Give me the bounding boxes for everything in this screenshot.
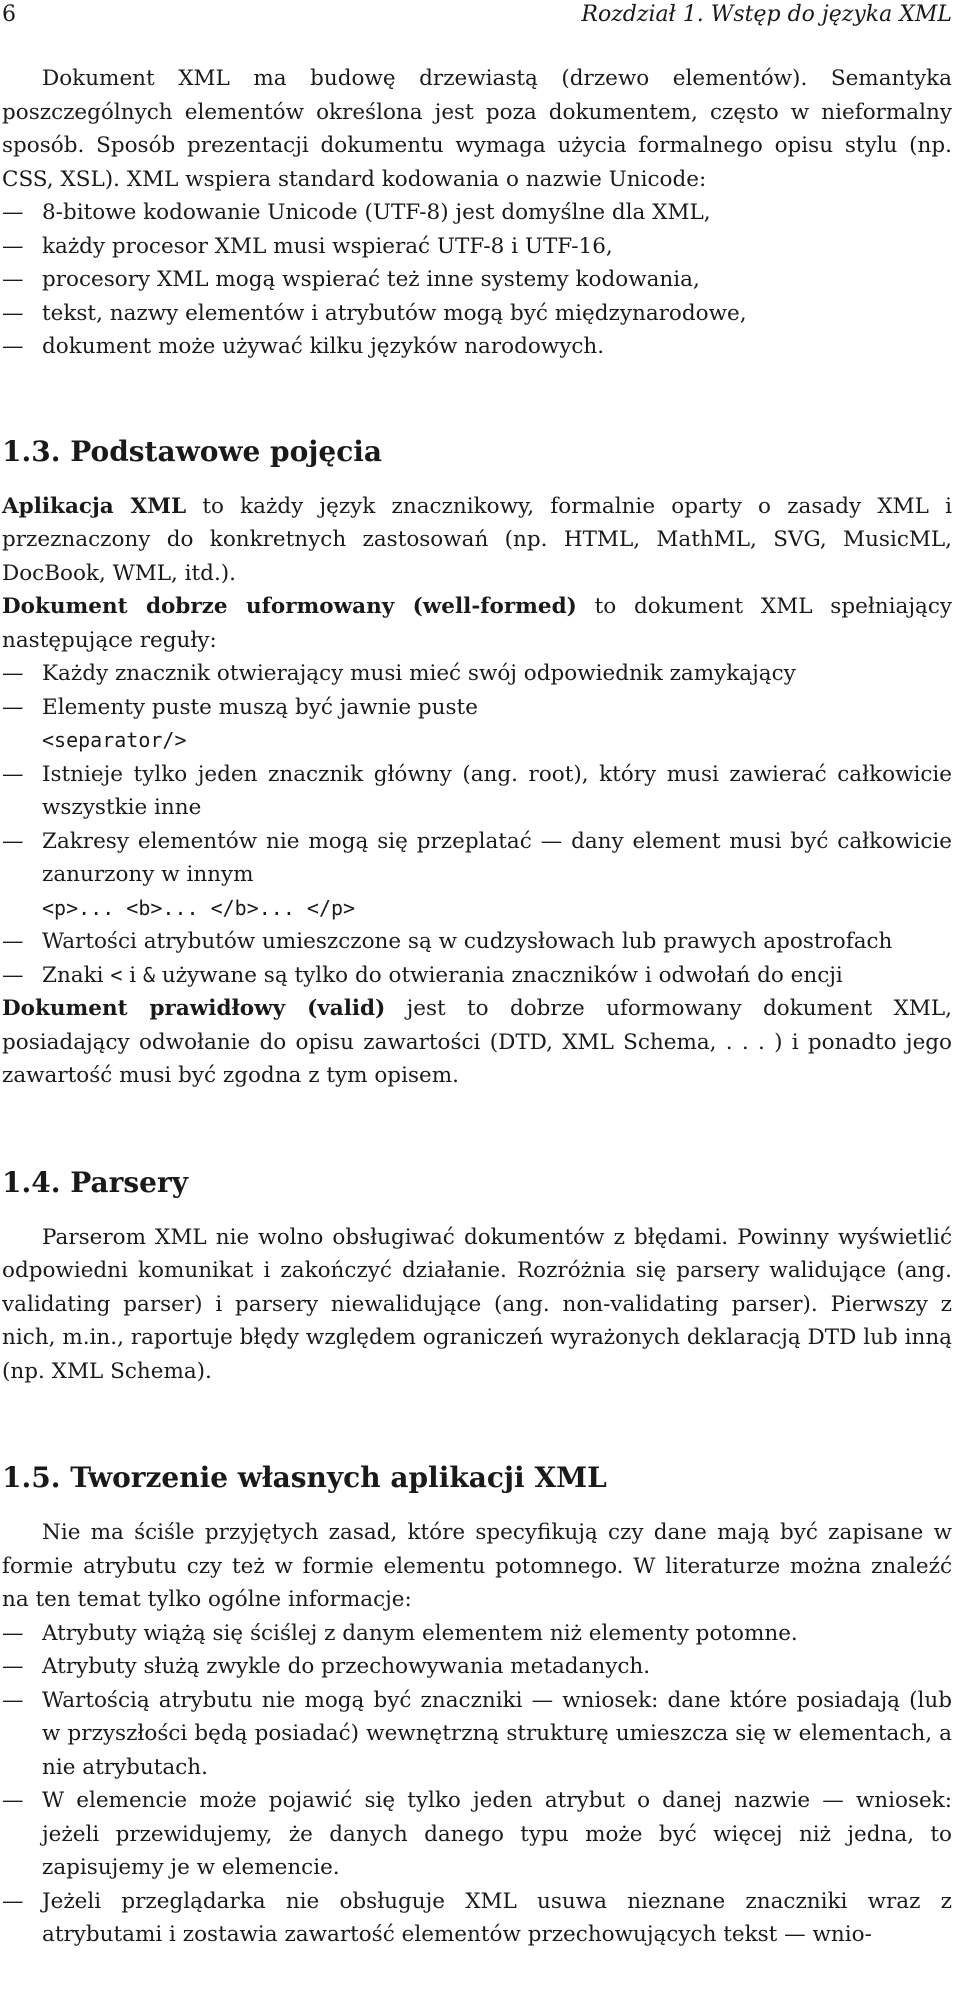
list-item-text: procesory XML mogą wspierać też inne systemy kodowania, <box>42 267 700 292</box>
dash-mark: — <box>2 694 24 720</box>
section-heading-1-3: 1.3. Podstawowe pojęcia <box>2 434 383 468</box>
term-xml-application: Aplikacja XML <box>2 493 187 519</box>
unicode-list <box>2 196 952 364</box>
dash-mark: — <box>2 828 24 854</box>
custom-apps-list <box>2 1617 952 1952</box>
definition-xml-application <box>2 490 952 591</box>
code-char-lt: < <box>110 962 123 987</box>
dash-mark: — <box>2 334 24 359</box>
list-item <box>2 1650 952 1684</box>
dash-mark: — <box>2 1888 24 1914</box>
code-example-nesting: <p>... <b>... </b>... </p> <box>42 895 356 920</box>
list-item-text: Wartości atrybutów umieszczone są w cudzysłowach lub prawych apostrofach <box>42 929 893 954</box>
definition-valid <box>2 992 952 1093</box>
list-item <box>2 657 952 691</box>
code-char-amp: & <box>142 962 156 987</box>
list-item <box>2 230 952 264</box>
parsers-paragraph: Parserom XML nie wolno obsługiwać dokumentów z błędami. Powinny wyświetlić odpowiedni komunikat i zakończyć działanie. Rozróżnia się parsery walidujące (ang. validating parser) i parsery niewalidujące (ang. non-validating parser). Pierwszy z nich, m.in., raportuje błędy względem ograniczeń wyrażonych deklaracją DTD lub inną (np. XML Schema). <box>2 1224 952 1384</box>
list-item-text: Atrybuty służą zwykle do przechowywania metadanych. <box>42 1654 651 1679</box>
list-item-text: i <box>129 962 137 988</box>
list-item <box>2 1784 952 1885</box>
dash-mark: — <box>2 1654 24 1679</box>
list-item <box>2 196 952 230</box>
dash-mark: — <box>2 1687 24 1713</box>
definition-text: to dokument XML spełniający następujące reguły: <box>2 594 953 653</box>
running-title: Rozdział 1. Wstęp do języka XML <box>581 2 952 27</box>
list-item <box>2 263 952 297</box>
list-item-text: dokument może używać kilku języków narodowych. <box>42 334 605 359</box>
list-item <box>2 925 952 959</box>
definition-text: to każdy język znacznikowy, formalnie oparty o zasady XML i przeznaczony do konkretnych zastosowań (np. HTML, MathML, SVG, MusicML, DocBook, WML, itd.). <box>2 493 952 586</box>
list-item-text: Elementy puste muszą być jawnie puste <box>42 694 478 720</box>
list-item-text: używane są tylko do otwierania znaczników i odwołań do encji <box>161 962 843 988</box>
list-item-text: Atrybuty wiążą się ściślej z danym elementem niż elementy potomne. <box>42 1620 798 1646</box>
custom-apps-paragraph: Nie ma ściśle przyjętych zasad, które specyfikują czy dane mają być zapisane w formie atrybutu czy też w formie elementu potomnego. W literaturze można znaleźć na ten temat tylko ogólne informacje: <box>2 1520 952 1612</box>
dash-mark: — <box>2 233 24 259</box>
list-item <box>2 825 952 926</box>
dash-mark: — <box>2 1620 24 1646</box>
list-item <box>2 1617 952 1651</box>
dash-mark: — <box>2 929 24 954</box>
list-item-text: Wartością atrybutu nie mogą być znaczniki — wniosek: dane które posiadają (lub w przyszłości będą posiadać) wewnętrzną strukturę umieszcza się w elementach, a nie atrybutach. <box>42 1687 952 1780</box>
list-item-text: Zakresy elementów nie mogą się przeplatać — dany element musi być całkowicie zanurzony w innym <box>42 828 952 887</box>
term-valid: Dokument prawidłowy (valid) <box>2 996 386 1021</box>
list-item <box>2 297 952 331</box>
page-content <box>2 62 952 1952</box>
code-example-separator: <separator/> <box>42 728 187 752</box>
list-item <box>2 691 952 758</box>
list-item-text: każdy procesor XML musi wspierać UTF-8 i UTF-16, <box>42 233 613 259</box>
list-item <box>2 1684 952 1785</box>
list-item-text: W elemencie może pojawić się tylko jeden atrybut o danej nazwie — wniosek: jeżeli przewidujemy, że danych danego typu może być więcej niż jedna, to zapisujemy je w elemencie. <box>42 1788 952 1880</box>
dash-mark: — <box>2 761 24 787</box>
list-item <box>2 330 952 364</box>
dash-mark: — <box>2 267 24 292</box>
list-item-text: Istnieje tylko jeden znacznik główny (ang. root), który musi zawierać całkowicie wszystkie inne <box>42 761 952 820</box>
list-item-text: Jeżeli przeglądarka nie obsługuje XML usuwa nieznane znaczniki wraz z atrybutami i zostawia zawartość elementów przechowujących tekst — wnio- <box>42 1888 952 1947</box>
list-item-text: Każdy znacznik otwierający musi mieć swój odpowiednik zamykający <box>42 661 796 686</box>
list-item-text: Znaki <box>42 962 111 988</box>
dash-mark: — <box>2 962 24 988</box>
page-number: 6 <box>2 2 16 27</box>
dash-mark: — <box>2 200 24 225</box>
term-well-formed: Dokument dobrze uformowany (well-formed) <box>2 594 577 619</box>
list-item <box>2 758 952 825</box>
intro-paragraph: Dokument XML ma budowę drzewiastą (drzewo elementów). Semantyka poszczególnych elementów określona jest poza dokumentem, często w nieformalny sposób. Sposób prezentacji dokumentu wymaga użycia formalnego opisu stylu (np. CSS, XSL). XML wspiera standard kodowania o nazwie Unicode: <box>2 66 952 192</box>
well-formed-rules <box>2 657 952 992</box>
dash-mark: — <box>2 1788 24 1813</box>
dash-mark: — <box>2 661 24 686</box>
list-item-text: tekst, nazwy elementów i atrybutów mogą być międzynarodowe, <box>42 300 747 326</box>
definition-text: jest to dobrze uformowany dokument XML, posiadający odwołanie do opisu zawartości (DTD, XML Schema, . . . ) i ponadto jego zawartość musi być zgodna z tym opisem. <box>2 996 952 1088</box>
list-item <box>2 959 952 993</box>
dash-mark: — <box>2 300 24 326</box>
list-item <box>2 1885 952 1952</box>
section-heading-1-4: 1.4. Parsery <box>2 1165 189 1199</box>
list-item-text: 8-bitowe kodowanie Unicode (UTF-8) jest domyślne dla XML, <box>42 200 711 225</box>
section-heading-1-5: 1.5. Tworzenie własnych aplikacji XML <box>2 1461 607 1494</box>
definition-well-formed <box>2 590 952 657</box>
